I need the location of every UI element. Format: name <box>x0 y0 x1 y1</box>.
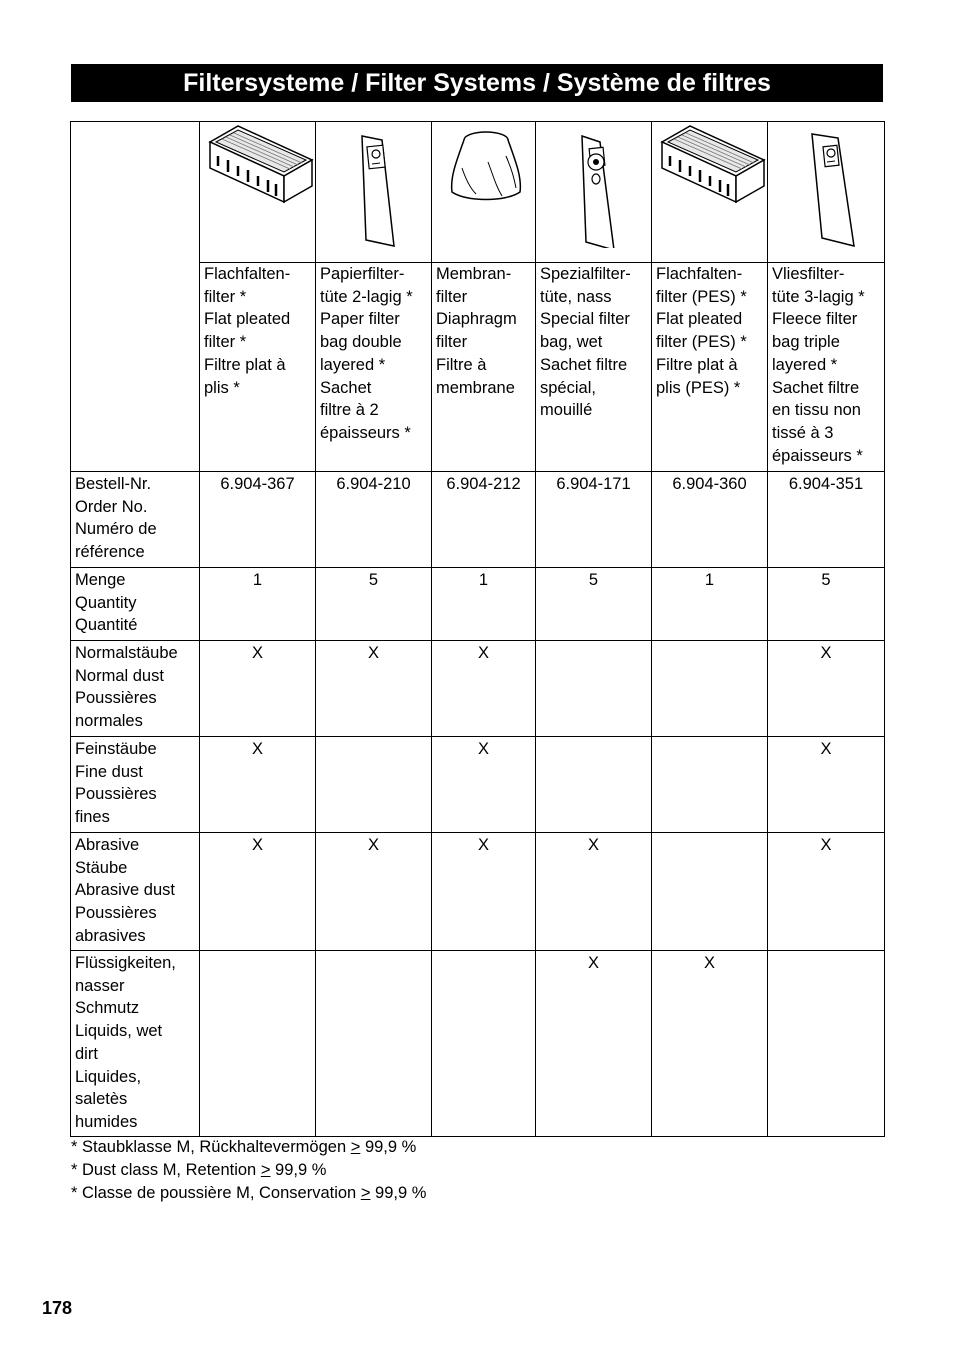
product-name-cell <box>200 263 316 472</box>
suitability-mark <box>432 951 536 1137</box>
row-label-line: Numéro de <box>75 520 157 539</box>
quantity-row <box>71 568 885 641</box>
row-label-line: Normal dust <box>75 666 164 685</box>
product-name-line: Filtre plat à <box>204 355 286 374</box>
row-label <box>71 737 200 833</box>
product-name-line: Spezialfilter- <box>540 265 631 283</box>
product-name-line: Sachet filtre <box>772 378 860 397</box>
row-label-line: Quantity <box>75 593 137 612</box>
liquids-row <box>71 951 885 1137</box>
product-name-cell <box>536 263 652 472</box>
product-name-line: tüte 2-lagig * <box>320 287 413 306</box>
product-name-line: Flachfalten- <box>204 265 291 283</box>
image-row <box>71 122 885 263</box>
product-name-line: membrane <box>436 378 515 397</box>
row-label <box>71 833 200 951</box>
footnote-value: 99,9 % <box>270 1161 327 1179</box>
quantity-cell: 1 <box>200 568 316 641</box>
suitability-mark <box>536 737 652 833</box>
product-name-line: filter (PES) * <box>656 287 747 306</box>
product-name-line: Flat pleated <box>204 310 291 329</box>
row-label-line: Liquids, wet <box>75 1022 163 1041</box>
product-name-line: tissé à 3 <box>772 423 834 442</box>
row-label <box>71 568 200 641</box>
product-image-cell <box>536 122 652 263</box>
product-name-line: Sachet <box>320 378 372 397</box>
flat-pleated-filter-icon <box>204 122 316 222</box>
product-name-line: Filtre à <box>436 355 487 374</box>
product-name-line: spécial, <box>540 378 596 397</box>
filter-systems-table <box>70 121 885 1137</box>
product-name-line: Membran- <box>436 265 512 283</box>
product-name-line: Papierfilter- <box>320 265 405 283</box>
row-label-line: Normalstäube <box>75 644 178 662</box>
normal-dust-row <box>71 641 885 737</box>
row-label-line: fines <box>75 808 110 827</box>
product-name-line: Special filter <box>540 310 630 329</box>
row-label-line: Fine dust <box>75 762 143 781</box>
product-name-line: filtre à 2 <box>320 401 379 420</box>
product-name-line: filter * <box>204 333 247 352</box>
product-name-line: tüte 3-lagig * <box>772 287 865 306</box>
footnotes <box>71 1136 426 1205</box>
fleece-filter-bag-icon <box>772 122 884 248</box>
suitability-mark <box>652 641 768 737</box>
order-number-cell: 6.904-351 <box>768 472 885 568</box>
paper-filter-bag-icon <box>320 122 432 248</box>
product-name-line: Diaphragm <box>436 310 517 329</box>
row-label-line: référence <box>75 543 145 562</box>
product-image-cell <box>652 122 768 263</box>
footnote-value: 99,9 % <box>360 1138 417 1156</box>
product-name-line: Flachfalten- <box>656 265 743 283</box>
suitability-mark <box>652 833 768 951</box>
membrane-filter-icon <box>436 122 536 222</box>
quantity-cell: 5 <box>536 568 652 641</box>
product-name-line: bag, wet <box>540 333 603 352</box>
row-label-line: humides <box>75 1112 138 1131</box>
page-title: Filtersysteme / Filter Systems / Système de filtres <box>71 64 883 102</box>
row-label-line: Poussières <box>75 904 157 923</box>
row-label-line: Poussières <box>75 689 157 708</box>
row-label-line: Menge <box>75 571 126 589</box>
special-filter-bag-icon <box>544 122 644 248</box>
suitability-mark: X <box>432 641 536 737</box>
product-image-cell <box>316 122 432 263</box>
row-label-line: Flüssigkeiten, <box>75 954 176 972</box>
row-label-line: normales <box>75 712 143 731</box>
product-name-line: filter (PES) * <box>656 333 747 352</box>
greater-equal-symbol: > <box>350 1138 361 1156</box>
footnote-line <box>71 1159 426 1182</box>
product-name-line: plis (PES) * <box>656 378 741 397</box>
quantity-cell: 1 <box>652 568 768 641</box>
quantity-cell: 1 <box>432 568 536 641</box>
suitability-mark <box>536 641 652 737</box>
quantity-cell: 5 <box>768 568 885 641</box>
row-label-line: Order No. <box>75 497 148 516</box>
footnote-line <box>71 1136 426 1159</box>
order-number-cell: 6.904-360 <box>652 472 768 568</box>
product-name-line: Flat pleated <box>656 310 743 329</box>
product-name-line: épaisseurs * <box>320 423 411 442</box>
product-name-line: bag double <box>320 333 402 352</box>
row-label-line: saletès <box>75 1090 128 1109</box>
suitability-mark: X <box>432 833 536 951</box>
greater-equal-symbol: > <box>260 1161 271 1179</box>
suitability-mark: X <box>536 951 652 1137</box>
suitability-mark: X <box>432 737 536 833</box>
product-name-line: en tissu non <box>772 401 861 420</box>
product-name-cell <box>768 263 885 472</box>
footnote-text: * Classe de poussière M, Conservation <box>71 1184 361 1202</box>
order-number-cell: 6.904-171 <box>536 472 652 568</box>
product-name-line: bag triple <box>772 333 840 352</box>
footnote-value: 99,9 % <box>370 1184 427 1202</box>
row-label-line: Stäube <box>75 858 128 877</box>
product-name-line: Paper filter <box>320 310 400 329</box>
corner-cell <box>71 122 200 263</box>
row-label-line: Liquides, <box>75 1067 142 1086</box>
suitability-mark: X <box>316 641 432 737</box>
suitability-mark <box>200 951 316 1137</box>
product-name-line: Sachet filtre <box>540 355 628 374</box>
product-name-line: Fleece filter <box>772 310 858 329</box>
corner-cell <box>71 263 200 472</box>
page-number: 178 <box>42 1298 73 1318</box>
suitability-mark: X <box>200 641 316 737</box>
order-number-cell: 6.904-210 <box>316 472 432 568</box>
row-label-line: abrasives <box>75 926 146 945</box>
row-label-line: dirt <box>75 1044 98 1063</box>
product-name-line: plis * <box>204 378 240 397</box>
suitability-mark: X <box>768 833 885 951</box>
row-label-line: Feinstäube <box>75 740 157 758</box>
suitability-mark: X <box>536 833 652 951</box>
footnote-line <box>71 1182 426 1205</box>
suitability-mark: X <box>768 641 885 737</box>
suitability-mark <box>768 951 885 1137</box>
flat-pleated-filter-pes-icon <box>656 122 768 222</box>
suitability-mark: X <box>768 737 885 833</box>
product-name-cell <box>316 263 432 472</box>
fine-dust-row <box>71 737 885 833</box>
suitability-mark <box>652 737 768 833</box>
product-name-line: épaisseurs * <box>772 446 863 465</box>
product-name-line: filter * <box>204 287 247 306</box>
product-name-line: Filtre plat à <box>656 355 738 374</box>
footnote-text: * Dust class M, Retention <box>71 1161 261 1179</box>
row-label-line: Quantité <box>75 616 138 635</box>
suitability-mark <box>316 737 432 833</box>
product-name-line: layered * <box>772 355 838 374</box>
row-label-line: Abrasive <box>75 836 140 854</box>
order-number-row <box>71 472 885 568</box>
row-label-line: Schmutz <box>75 999 140 1018</box>
order-number-cell: 6.904-367 <box>200 472 316 568</box>
product-name-line: Vliesfilter- <box>772 265 845 283</box>
product-image-cell <box>768 122 885 263</box>
product-name-cell <box>432 263 536 472</box>
quantity-cell: 5 <box>316 568 432 641</box>
product-name-line: mouillé <box>540 401 593 420</box>
footnote-text: * Staubklasse M, Rückhaltevermögen <box>71 1138 351 1156</box>
product-name-row <box>71 263 885 472</box>
row-label-line: nasser <box>75 976 125 995</box>
product-name-cell <box>652 263 768 472</box>
greater-equal-symbol: > <box>360 1184 371 1202</box>
suitability-mark: X <box>200 833 316 951</box>
product-image-cell <box>432 122 536 263</box>
product-name-line: tüte, nass <box>540 287 612 306</box>
suitability-mark: X <box>652 951 768 1137</box>
row-label-line: Bestell-Nr. <box>75 475 152 493</box>
suitability-mark: X <box>316 833 432 951</box>
product-image-cell <box>200 122 316 263</box>
row-label-line: Poussières <box>75 785 157 804</box>
product-name-line: filter <box>436 287 468 306</box>
order-number-cell: 6.904-212 <box>432 472 536 568</box>
suitability-mark <box>316 951 432 1137</box>
abrasive-dust-row <box>71 833 885 951</box>
row-label <box>71 951 200 1137</box>
suitability-mark: X <box>200 737 316 833</box>
product-name-line: layered * <box>320 355 386 374</box>
product-name-line: filter <box>436 333 468 352</box>
row-label-line: Abrasive dust <box>75 881 175 900</box>
row-label <box>71 472 200 568</box>
row-label <box>71 641 200 737</box>
